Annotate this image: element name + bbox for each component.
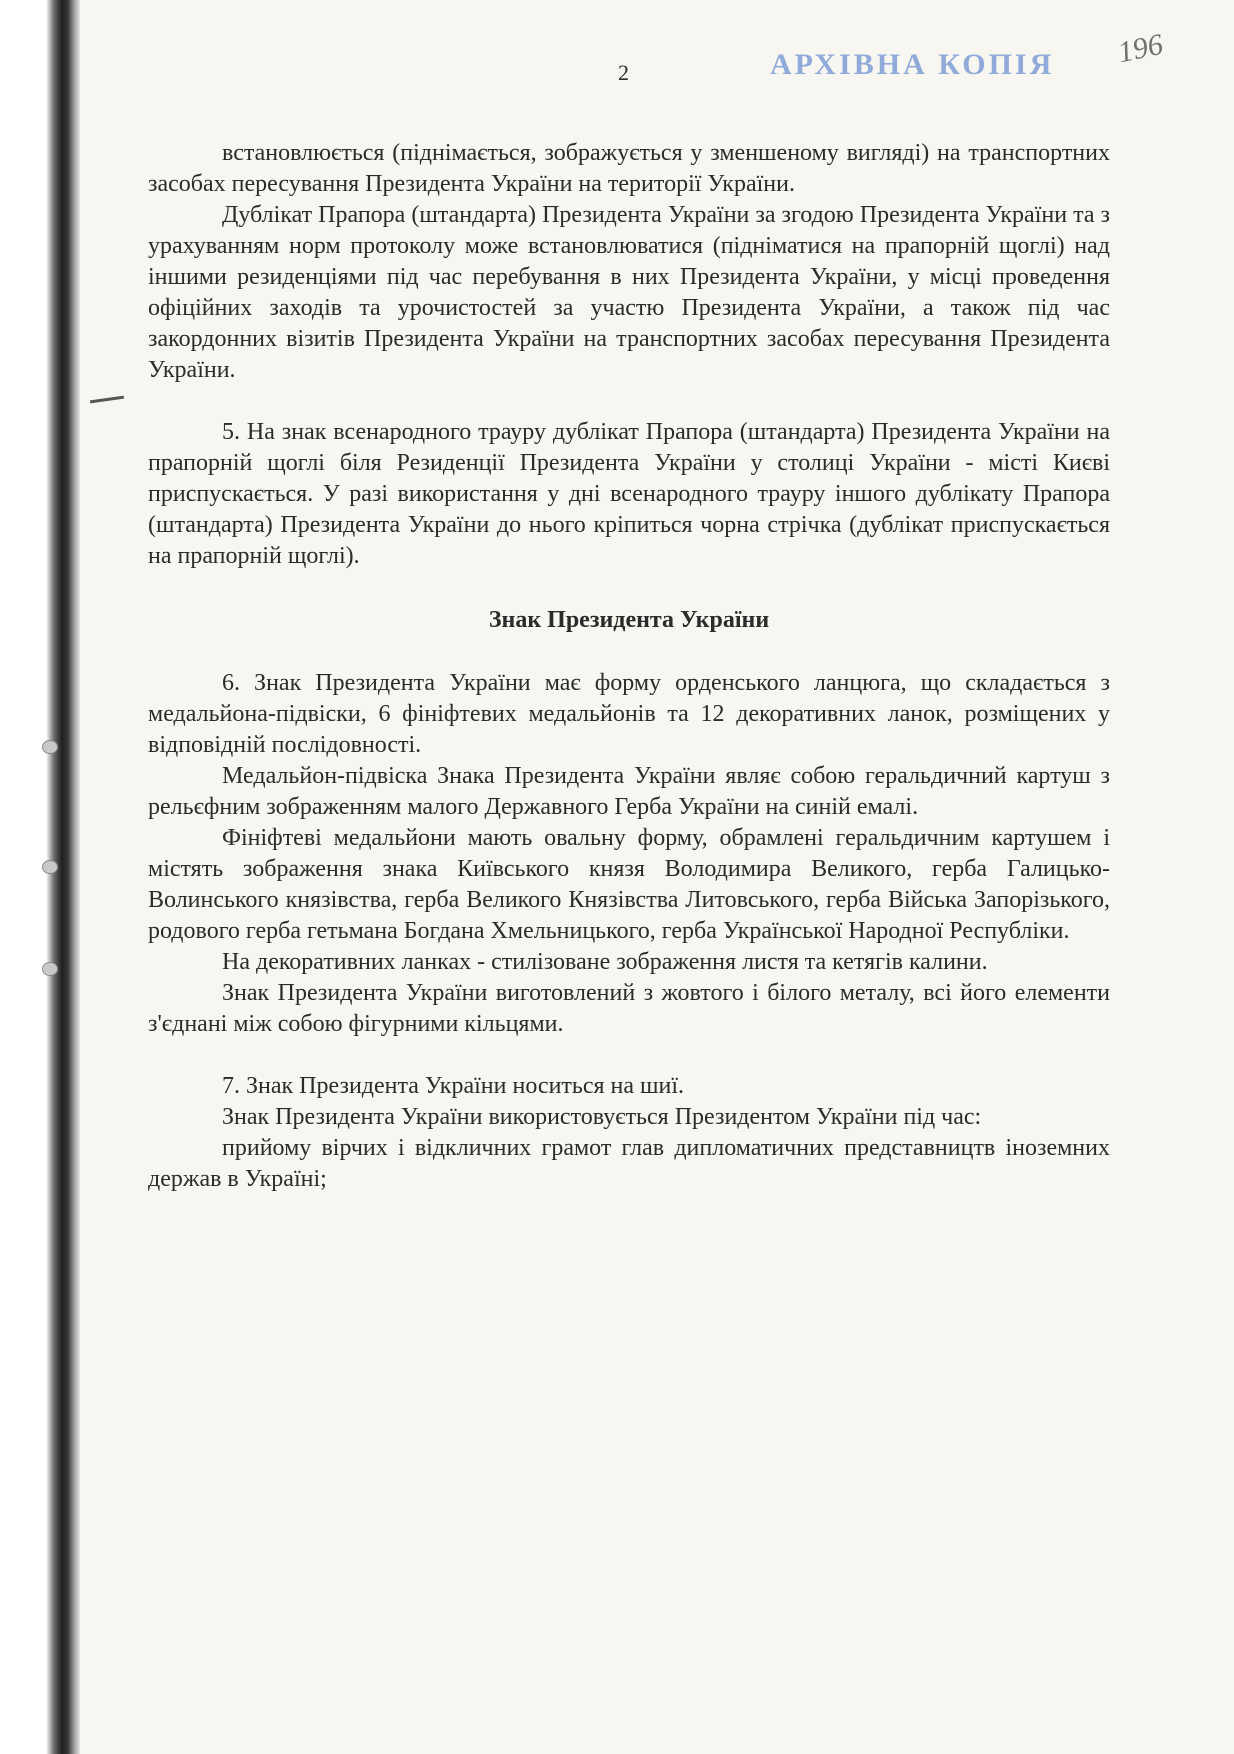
binding-edge	[0, 0, 80, 1754]
paragraph: Знак Президента України виготовлений з жовтого і білого металу, всі його елементи з'єднані між собою фігурними кільцями.	[148, 980, 1110, 1037]
paragraph: На декоративних ланках - стилізоване зображення листя та кетягів калини.	[222, 949, 988, 975]
staple-hole	[42, 860, 58, 874]
paragraph: встановлюється (піднімається, зображується у зменшеному вигляді) на транспортних засобах пересування Президента України на території України.	[148, 140, 1110, 197]
archive-stamp: АРХІВНА КОПІЯ	[770, 48, 1055, 81]
margin-mark	[90, 396, 124, 404]
paragraph: Знак Президента України використовується Президентом України під час:	[222, 1104, 982, 1130]
paragraph: Дублікат Прапора (штандарта) Президента України за згодою Президента України та з урахуванням норм протоколу може встановлюватися (підніматися на прапорній щоглі) над іншими резиденціями під час перебування в них Президента України, у місці проведення офіційних заходів та урочистостей за участю Президента України, а також під час закордонних візитів Президента України на транспортних засобах пересування Президента України.	[148, 202, 1110, 383]
paragraph-section-5: 5. На знак всенародного трауру дублікат Прапора (штандарта) Президента України на прапорній щоглі біля Резиденції Президента України у столиці України - місті Києві приспускається. У разі використання у дні всенародного трауру іншого дублікату Прапора (штандарта) Президента України до нього кріпиться чорна стрічка (дублікат приспускається на прапорній щоглі).	[148, 419, 1110, 569]
paragraph: прийому вірчих і відкличних грамот глав дипломатичних представництв іноземних держав в Україні;	[148, 1135, 1110, 1192]
handwritten-page-number: 196	[1114, 27, 1166, 70]
document-body	[148, 138, 1110, 1195]
section-heading: Знак Президента України	[488, 607, 770, 633]
paragraph-section-7: 7. Знак Президента України носиться на шиї.	[222, 1073, 685, 1099]
staple-hole	[42, 740, 58, 754]
paragraph-section-6: 6. Знак Президента України має форму орденського ланцюга, що складається з медальйона-підвіски, 6 фініфтевих медальйонів та 12 декоративних ланок, розміщених у відповідній послідовності.	[148, 670, 1110, 758]
paragraph: Медальйон-підвіска Знака Президента України являє собою геральдичний картуш з рельєфним зображенням малого Державного Герба України на синій емалі.	[148, 763, 1110, 820]
page-number: 2	[618, 60, 629, 85]
paragraph: Фініфтеві медальйони мають овальну форму, обрамлені геральдичним картушем і містять зображення знака Київського князя Володимира Великого, герба Галицько-Волинського князівства, герба Великого Князівства Литовського, герба Війська Запорізького, родового герба гетьмана Богдана Хмельницького, герба Української Народної Республіки.	[148, 825, 1110, 944]
staple-hole	[42, 962, 58, 976]
